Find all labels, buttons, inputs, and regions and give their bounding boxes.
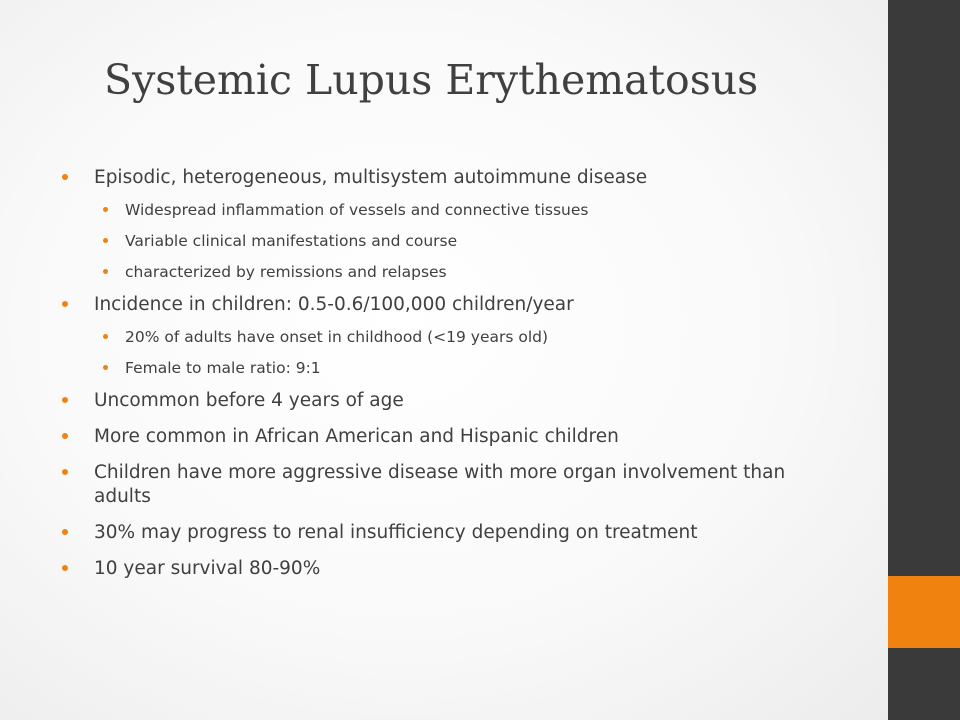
bullet-marker-icon — [62, 469, 68, 475]
bullet-marker-icon — [62, 529, 68, 535]
slide-title: Systemic Lupus Erythematosus — [104, 56, 759, 104]
sub-bullet-list — [94, 327, 814, 379]
bullet-text: Uncommon before 4 years of age — [94, 390, 404, 411]
sub-bullet-marker-icon — [103, 207, 108, 212]
bullet-text: Incidence in children: 0.5-0.6/100,000 children/year — [94, 294, 574, 315]
bullet-text: 30% may progress to renal insufficiency depending on treatment — [94, 522, 698, 543]
sub-bullet-text: Widespread inflammation of vessels and connective tissues — [125, 201, 589, 219]
sidebar-bar — [888, 0, 960, 720]
sub-bullet-marker-icon — [103, 269, 108, 274]
bullet-item — [74, 461, 814, 509]
sub-bullet-item — [94, 200, 814, 221]
bullet-marker-icon — [62, 174, 68, 180]
bullet-marker-icon — [62, 301, 68, 307]
sub-bullet-item — [94, 327, 814, 348]
bullet-item — [74, 521, 814, 545]
bullet-marker-icon — [62, 397, 68, 403]
accent-block — [888, 576, 960, 648]
bullet-item — [74, 389, 814, 413]
bullet-item — [74, 557, 814, 581]
sub-bullet-marker-icon — [103, 238, 108, 243]
sub-bullet-item — [94, 262, 814, 283]
bullet-text: Children have more aggressive disease with more organ involvement than adults — [94, 462, 786, 507]
sub-bullet-item — [94, 358, 814, 379]
bullet-marker-icon — [62, 433, 68, 439]
sub-bullet-text: Variable clinical manifestations and course — [125, 232, 458, 250]
sub-bullet-marker-icon — [103, 365, 108, 370]
sub-bullet-item — [94, 231, 814, 252]
bullet-text: Episodic, heterogeneous, multisystem autoimmune disease — [94, 167, 648, 188]
sub-bullet-text: characterized by remissions and relapses — [125, 263, 447, 281]
bullet-list — [74, 166, 814, 593]
bullet-text: More common in African American and Hispanic children — [94, 426, 619, 447]
sub-bullet-text: 20% of adults have onset in childhood (<19 years old) — [125, 328, 549, 346]
sub-bullet-marker-icon — [103, 334, 108, 339]
bullet-text: 10 year survival 80-90% — [94, 558, 321, 579]
bullet-item — [74, 425, 814, 449]
sub-bullet-text: Female to male ratio: 9:1 — [125, 359, 321, 377]
sub-bullet-list — [94, 200, 814, 283]
bullet-marker-icon — [62, 565, 68, 571]
bullet-item — [74, 293, 814, 379]
bullet-item — [74, 166, 814, 283]
